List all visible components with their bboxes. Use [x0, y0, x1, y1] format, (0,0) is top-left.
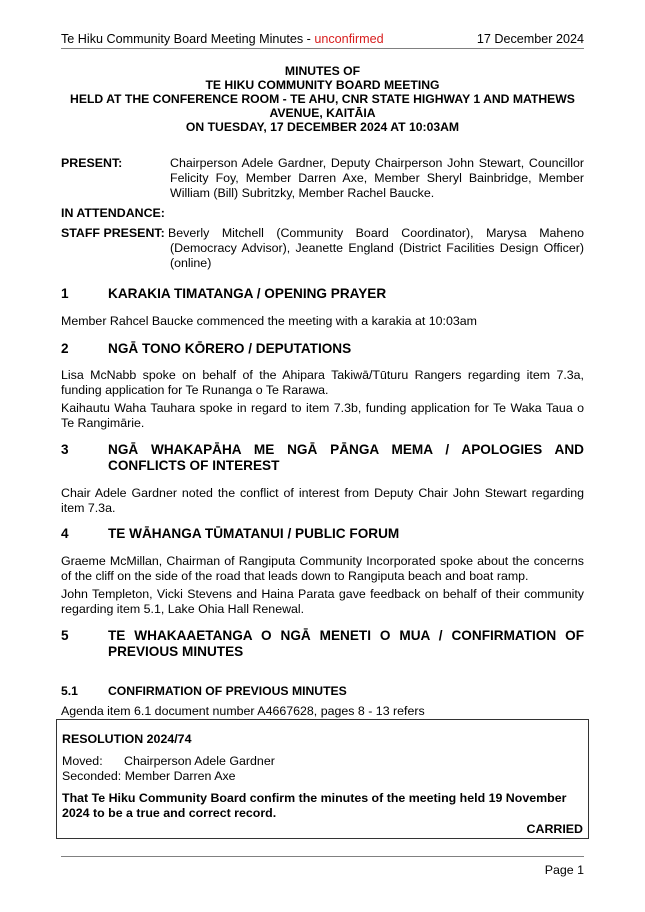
section-3-paragraph: Chair Adele Gardner noted the conflict of interest from Deputy Chair John Stewart regarding item 7.3a. [61, 486, 584, 515]
resolution-seconded: Seconded: Member Darren Axe [62, 769, 236, 783]
minutes-title-block [61, 64, 584, 134]
header-rule [61, 48, 584, 49]
running-header [61, 32, 584, 48]
section-1-title: KARAKIA TIMATANGA / OPENING PRAYER [108, 286, 387, 301]
title-line-5: ON TUESDAY, 17 DECEMBER 2024 AT 10:03AM [185, 120, 460, 134]
resolution-title: RESOLUTION 2024/74 [62, 732, 192, 746]
title-line-3: HELD AT THE CONFERENCE ROOM - TE AHU, CNR STATE HIGHWAY 1 AND MATHEWS [70, 92, 575, 106]
section-4-paragraph-2: John Templeton, Vicki Stevens and Haina Parata gave feedback on behalf of their community regarding item 5.1, Lake Ohia Hall Renewal. [61, 587, 584, 616]
header-title [61, 32, 384, 47]
agenda-reference: Agenda item 6.1 document number A4667628, pages 8 - 13 refers [61, 704, 425, 718]
moved-by: Chairperson Adele Gardner [124, 754, 275, 768]
section-2-number: 2 [61, 341, 69, 356]
page-number: Page 1 [544, 863, 584, 877]
resolution-moved [62, 754, 275, 769]
section-2-paragraph-2: Kaihautu Waha Tauhara spoke in regard to item 7.3b, funding application for Te Waka Taua o Te Rangimārie. [61, 401, 584, 430]
resolution-outcome: CARRIED [526, 822, 583, 836]
in-attendance-label: IN ATTENDANCE: [61, 206, 165, 220]
subsection-5-1-number: 5.1 [61, 684, 78, 698]
section-4-number: 4 [61, 526, 69, 541]
section-4-title: TE WĀHANGA TŪMATANUI / PUBLIC FORUM [108, 526, 400, 541]
section-2-title: NGĀ TONO KŌRERO / DEPUTATIONS [108, 341, 352, 356]
section-3-title: NGĀ WHAKAPĀHA ME NGĀ PĀNGA MEMA / APOLOGIES AND CONFLICTS OF INTEREST [108, 442, 584, 473]
resolution-box [56, 719, 589, 839]
header-date: 17 December 2024 [476, 32, 584, 46]
staff-present-text: Beverly Mitchell (Community Board Coordinator), Marysa Maheno (Democracy Advisor), Jeanette England (District Facilities Design Officer)(online) [168, 226, 584, 270]
header-title-text: Te Hiku Community Board Meeting Minutes - [61, 32, 315, 46]
subsection-5-1-title: CONFIRMATION OF PREVIOUS MINUTES [108, 684, 347, 698]
staff-present-label: STAFF PRESENT: [61, 226, 165, 240]
section-2-paragraph-1: Lisa McNabb spoke on behalf of the Ahipara Takiwā/Tūturu Rangers regarding item 7.3a, funding application for Te Runanga o Te Rarawa. [61, 368, 584, 397]
resolution-statement: That Te Hiku Community Board confirm the minutes of the meeting held 19 November 2024 to be a true and correct record. [62, 791, 567, 820]
moved-label: Moved: [62, 754, 103, 768]
section-3-number: 3 [61, 442, 69, 457]
section-5-title: TE WHAKAAETANGA O NGĀ MENETI O MUA / CONFIRMATION OF PREVIOUS MINUTES [108, 628, 584, 659]
section-5-number: 5 [61, 628, 69, 643]
section-4-paragraph-1: Graeme McMillan, Chairman of Rangiputa Community Incorporated spoke about the concerns of the cliff on the side of the road that leads down to Rangiputa beach and boat ramp. [61, 554, 584, 583]
title-line-2: TE HIKU COMMUNITY BOARD MEETING [205, 78, 440, 92]
present-text: Chairperson Adele Gardner, Deputy Chairperson John Stewart, Councillor Felicity Foy, Member Darren Axe, Member Sheryl Bainbridge, Member William (Bill) Subritzky, Member Rachel Baucke. [170, 156, 584, 200]
footer-rule [61, 856, 584, 857]
present-label: PRESENT: [61, 156, 123, 170]
title-line-4: AVENUE, KAITĀIA [269, 106, 376, 120]
section-1-number: 1 [61, 286, 69, 301]
header-status: unconfirmed [314, 32, 384, 46]
section-1-paragraph: Member Rahcel Baucke commenced the meeting with a karakia at 10:03am [61, 314, 477, 328]
title-line-1: MINUTES OF [284, 64, 361, 78]
